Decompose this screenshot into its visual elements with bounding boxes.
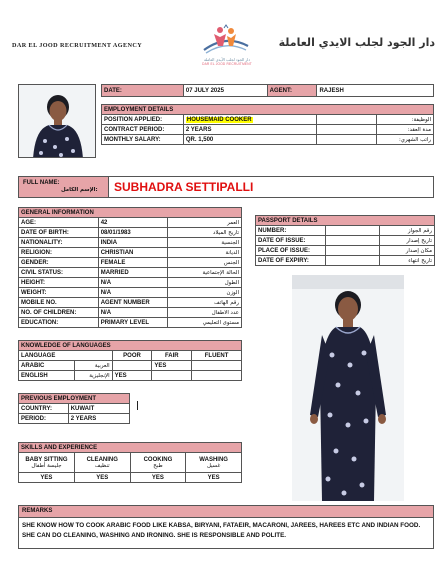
general-info-row: MOBILE NO. AGENT NUMBER رقم الهاتف [19,298,242,308]
passport-row: DATE OF ISSUE: تاريخ إصدار [256,236,435,246]
date-label: DATE: [102,85,184,97]
general-info-row: EDUCATION: PRIMARY LEVEL مستوى التعليمي [19,318,242,328]
passport-row: DATE OF EXPIRY: تاريخ انتهاء [256,256,435,266]
skills-header: SKILLS AND EXPERIENCE [19,443,242,453]
general-info-row: GENDER: FEMALE الجنس [19,258,242,268]
employment-row: MONTHLY SALARY: QR. 1,500 راتب الشهري: [102,135,434,145]
applicant-photo-small [18,84,96,158]
monthly-salary-value: QR. 1,500 [183,135,317,145]
skills-values-row: YES YES YES YES [19,473,242,483]
passport-row: NUMBER: رقم الجواز [256,226,435,236]
full-name-label-arabic: الإسم الكامل: [61,187,98,193]
skill-babysitting-label: BABY SITTING جليسة أطفال [19,453,75,473]
agency-name-english: DAR EL JOOD RECRUITMENT AGENCY [12,42,143,49]
general-info-row: NATIONALITY: INDIA الجنسية [19,238,242,248]
general-info-row: HEIGHT: N/A الطول [19,278,242,288]
date-value: 07 JULY 2025 [183,85,267,97]
person-portrait-icon [19,85,96,158]
employment-table [101,84,434,145]
logo-caption-arabic: دار الجود لجلب الأيدي العاملة [203,57,251,62]
previous-employment-row: COUNTRY: KUWAIT [19,404,130,414]
person-full-body-icon [292,275,404,501]
general-info-row: AGE: 42 العمر [19,218,242,228]
employment-details-header: EMPLOYMENT DETAILS [102,105,434,115]
skill-cooking-label: COOKING طبخ [130,453,186,473]
position-applied-value: HOUSEMAID COOKER [186,116,252,123]
skills-table [18,442,242,483]
passport-row: PLACE OF ISSUE: مكان إصدار [256,246,435,256]
general-info-row: CIVIL STATUS: MARRIED الحالة الإجتماعية [19,268,242,278]
full-name-label: FULL NAME: [23,180,60,186]
languages-header: KNOWLEDGE OF LANGUAGES [19,341,242,351]
full-name-row [18,176,434,198]
remarks-text: SHE KNOW HOW TO COOK ARABIC FOOD LIKE KABSA, BIRYANI, FATAEIR, MACARONI, JAREES, HAREES ETC AND INDIAN FOOD. SHE CAN DO CLEANING, WASHING AND IRONING. SHE IS RESPONSIBLE AND POLITE. [22,522,421,539]
general-info-row: WEIGHT: N/A الوزن [19,288,242,298]
previous-employment-row: PERIOD: 2 YEARS [19,414,130,424]
general-info-row: NO. OF CHILDREN: N/A عدد الاطفال [19,308,242,318]
full-name-label-cell [19,177,109,197]
full-name-value: SUBHADRA SETTIPALLI [114,180,254,194]
applicant-photo-full [292,275,404,501]
passport-details-header: PASSPORT DETAILS [256,216,435,226]
general-info-row: RELIGION: CHRISTIAN الديانة [19,248,242,258]
agent-value: RAJESH [317,85,434,97]
remarks-box [18,505,434,549]
languages-table: KNOWLEDGE OF LANGUAGES LANGUAGE POOR FAIR FLUENT ARABIC العربية YES ENGLISH الإنجليزية YES [18,340,242,381]
previous-period-value: 2 YEARS [68,414,129,424]
language-row: ARABIC العربية YES [19,361,242,371]
employment-row: CONTRACT PERIOD: 2 YEARS مدة العقد: [102,125,434,135]
general-information-header: GENERAL INFORMATION [19,208,242,218]
agency-name-arabic: دار الجود لجلب الايدي العاملة [278,36,435,49]
agent-label: AGENT: [267,85,317,97]
passport-details-table [255,215,435,266]
general-info-row: DATE OF BIRTH: 08/01/1983 تاريخ الميلاد [19,228,242,238]
general-information-table [18,207,242,328]
contract-period-value: 2 YEARS [183,125,317,135]
logo-caption-english: DAR EL JOOD RECRUITMENT [202,62,252,66]
previous-employment-header: PREVIOUS EMPLOYMENT [19,394,130,404]
skill-washing-label: WASHING غسيل [186,453,242,473]
skill-cleaning-label: CLEANING تنظيف [74,453,130,473]
remarks-header: REMARKS [19,506,433,518]
previous-country-value: KUWAIT [68,404,129,414]
text-cursor [137,401,138,410]
previous-employment-table [18,393,130,424]
language-row: ENGLISH الإنجليزية YES [19,371,242,381]
employment-row: POSITION APPLIED: HOUSEMAID COOKER الوظيفة: [102,115,434,125]
